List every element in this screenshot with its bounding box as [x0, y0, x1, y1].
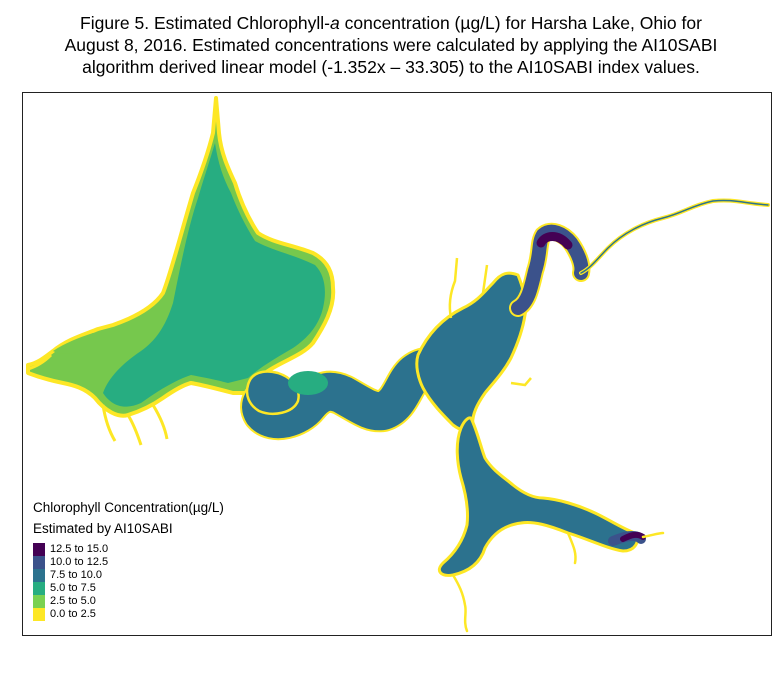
south-arm [439, 418, 663, 631]
legend-item [33, 543, 224, 556]
legend-label: 10.0 to 12.5 [50, 556, 109, 568]
legend-title-line-2: Estimated by AI10SABI [33, 521, 173, 536]
legend-swatch [33, 569, 45, 582]
legend-label: 12.5 to 15.0 [50, 543, 109, 555]
middle-channel [247, 368, 441, 419]
legend-swatch [33, 595, 45, 608]
figure-title [0, 12, 782, 78]
legend-label: 7.5 to 10.0 [50, 569, 102, 581]
legend-item [33, 608, 224, 621]
legend-swatch [33, 582, 45, 595]
title-line-1: Figure 5. Estimated Chlorophyll-a concentration (µg/L) for Harsha Lake, Ohio for [80, 13, 702, 33]
legend-items [33, 543, 224, 621]
map-frame [22, 92, 772, 636]
northeast-arm [518, 200, 768, 308]
legend-swatch [33, 556, 45, 569]
legend-title-line-1: Chlorophyll Concentration(µg/L) [33, 500, 224, 515]
legend-swatch [33, 543, 45, 556]
legend-swatch [33, 608, 45, 621]
legend-item [33, 595, 224, 608]
legend-label: 2.5 to 5.0 [50, 595, 96, 607]
legend-item [33, 556, 224, 569]
legend-label: 0.0 to 2.5 [50, 608, 96, 620]
legend-label: 5.0 to 7.5 [50, 582, 96, 594]
legend-item [33, 569, 224, 582]
legend [33, 497, 224, 621]
title-line-3: algorithm derived linear model (-1.352x – 33.305) to the AI10SABI index values. [82, 57, 700, 77]
title-line-2: August 8, 2016. Estimated concentrations were calculated by applying the AI10SABI [64, 35, 718, 55]
legend-item [33, 582, 224, 595]
east-basin [417, 258, 531, 431]
